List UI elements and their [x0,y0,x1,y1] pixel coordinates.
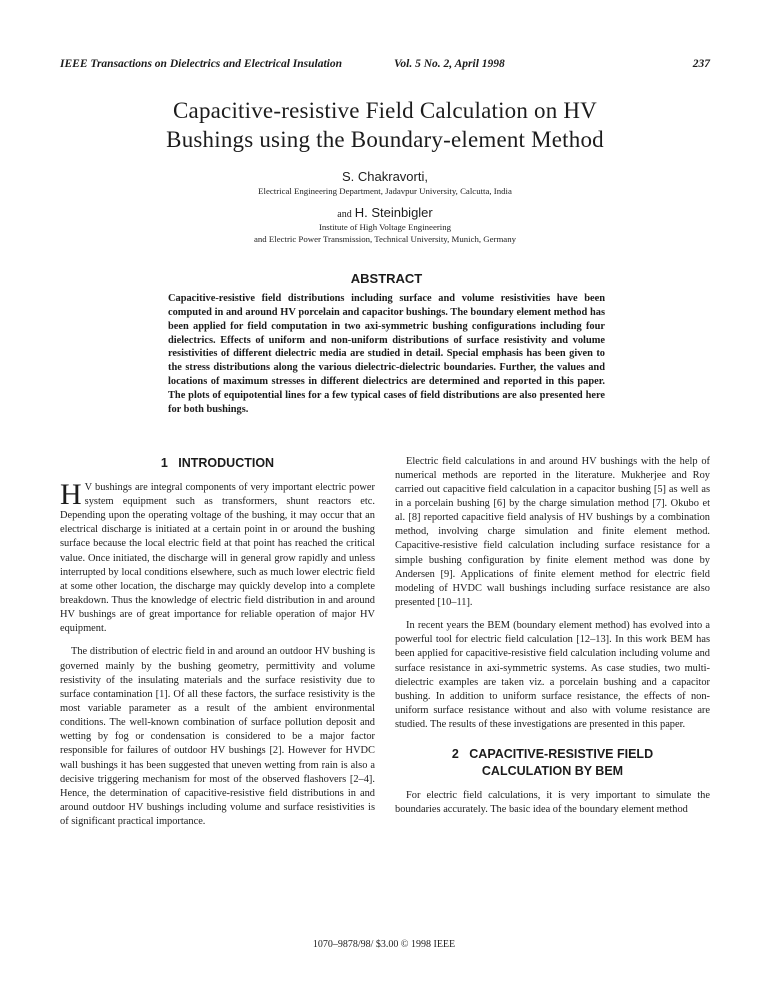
intro-paragraph-1-text: V bushings are integral components of very important electric power system equipment such as transformers, shunt reactors etc. Depending upon the operating voltage of the bushing, it may occur that an electrical discharge is initiated at a certain point in or around the bushing surface because the local electric field at that point has reached the critical value. Once initiated, the discharge will in general grow rapidly and unless interrupted by local conditions elsewhere, such as much lower electric field at some other location, the discharge may quickly develop into a complete breakdown. Thus the knowledge of electric field distribution in and around HV bushings are of great importance for reliable operation of major HV equipment. [60,481,375,635]
dropcap-letter: H [60,477,82,511]
intro-paragraph-1 [60,477,375,637]
copyright-line: 1070–9878/98/ $3.00 © 1998 IEEE [312,939,456,950]
section-2-heading [395,746,710,779]
intro-paragraph-4: In recent years the BEM (boundary element method) has evolved into a powerful tool for electric field calculation [12–13]. In this work BEM has been applied for capacitive-resistive field calculation including volume and surface resistance in axi-symmetric systems. As case studies, two multi-dielectric examples are taken viz. a porcelain bushing and a capacitor bushing. In addition to uniform surface resistance, the effects of non-uniform surface resistance without and also with volume resistance are studied. The results of these investigations are presented in this paper. [395,620,710,731]
abstract-section [168,271,605,416]
author-2-name [60,205,710,220]
section-1-heading: 1 INTRODUCTION [160,455,275,470]
author-1-affiliation: Electrical Engineering Department, Jadavpur University, Calcutta, India [258,185,512,196]
journal-name: IEEE Transactions on Dielectrics and Electrical Insulation [60,58,343,70]
author-2-affiliation [60,222,710,245]
author-block [60,169,710,245]
page-number: 237 [692,58,710,70]
section-2-heading-line1: 2 CAPACITIVE-RESISTIVE FIELD [451,747,654,762]
paper-title: Capacitive-resistive Field Calculation on HV Bushings using the Boundary-element Method [166,98,604,153]
running-head [60,58,710,70]
abstract-text: Capacitive-resistive field distributions including surface and volume resistivities have been computed in and around HV porcelain and capacitor bushings. The boundary element method has been applied for field computation in two axi-symmetric bushing configurations including four dielectrics. Effects of uniform and non-uniform distributions of surface resistivity and volume resistivities of different dielectric media are studied in detail. Special emphasis has been given to the stress distributions along the various dielectric-dielectric boundaries. Further, the values and locations of maximum stresses in different dielectrics are determined and reported in this paper. The plots of equipotential lines for a few typical cases of field distributions are also presented here for both bushings. [168,293,605,415]
section-2-heading-line2: CALCULATION BY BEM [481,763,624,778]
author-2-name-text: H. Steinbigler [354,205,433,221]
issue-info: Vol. 5 No. 2, April 1998 [394,58,505,70]
author-1-name: S. Chakravorti, [342,168,428,184]
bem-paragraph-1: For electric field calculations, it is very important to simulate the boundaries accurately. The basic idea of the boundary element method [395,789,710,815]
body-columns [60,455,710,839]
right-column [395,455,710,839]
intro-paragraph-2: The distribution of electric field in and around an outdoor HV bushing is governed mainly by the bushing geometry, permittivity and volume resistivity of the insulating materials and the surface resistivity due to surface contamination [1]. Of all these factors, the surface resistivity is the most variable parameter as a result of the ambient environmental conditions. The well-known combination of surface pollution deposit and wetting by fog or condensation is considered to be a major factor responsible for failures of outdoor HV bushings [2]. However for HVDC wall bushings it has been suggested that uneven wetting from rain is also a decisive triggering mechanism for most of the observed flashovers [2–4]. Hence, the determination of capacitive-resistive field distributions in and around outdoor HV bushings including volume and surface resistivities is of significant practical importance. [60,646,375,828]
abstract-heading: ABSTRACT [350,271,423,287]
intro-paragraph-3: Electric field calculations in and around HV bushings with the help of numerical methods are reported in the literature. Mukherjee and Roy carried out capacitive field calculation in a capacitor bushing [5] as well as in a porcelain bushing [6] by the charge simulation method [7]. Okubo et al. [8] reported capacitive field analysis of HV bushings by a combination method, involving charge simulation and finite element method. Capacitive-resistive field calculation including surface resistance for a simple bushing configuration by finite element method was done by Andersen [9]. Applications of finite element method for electric field modeling of HVDC wall bushings including surface resistance are also presented [10–11]. [395,455,710,608]
author-2-prefix: and [337,209,352,221]
author-2-affiliation-line2: and Electric Power Transmission, Technical University, Munich, Germany [253,233,517,244]
left-column [60,455,375,839]
author-2-affiliation-line1: Institute of High Voltage Engineering [318,222,452,233]
